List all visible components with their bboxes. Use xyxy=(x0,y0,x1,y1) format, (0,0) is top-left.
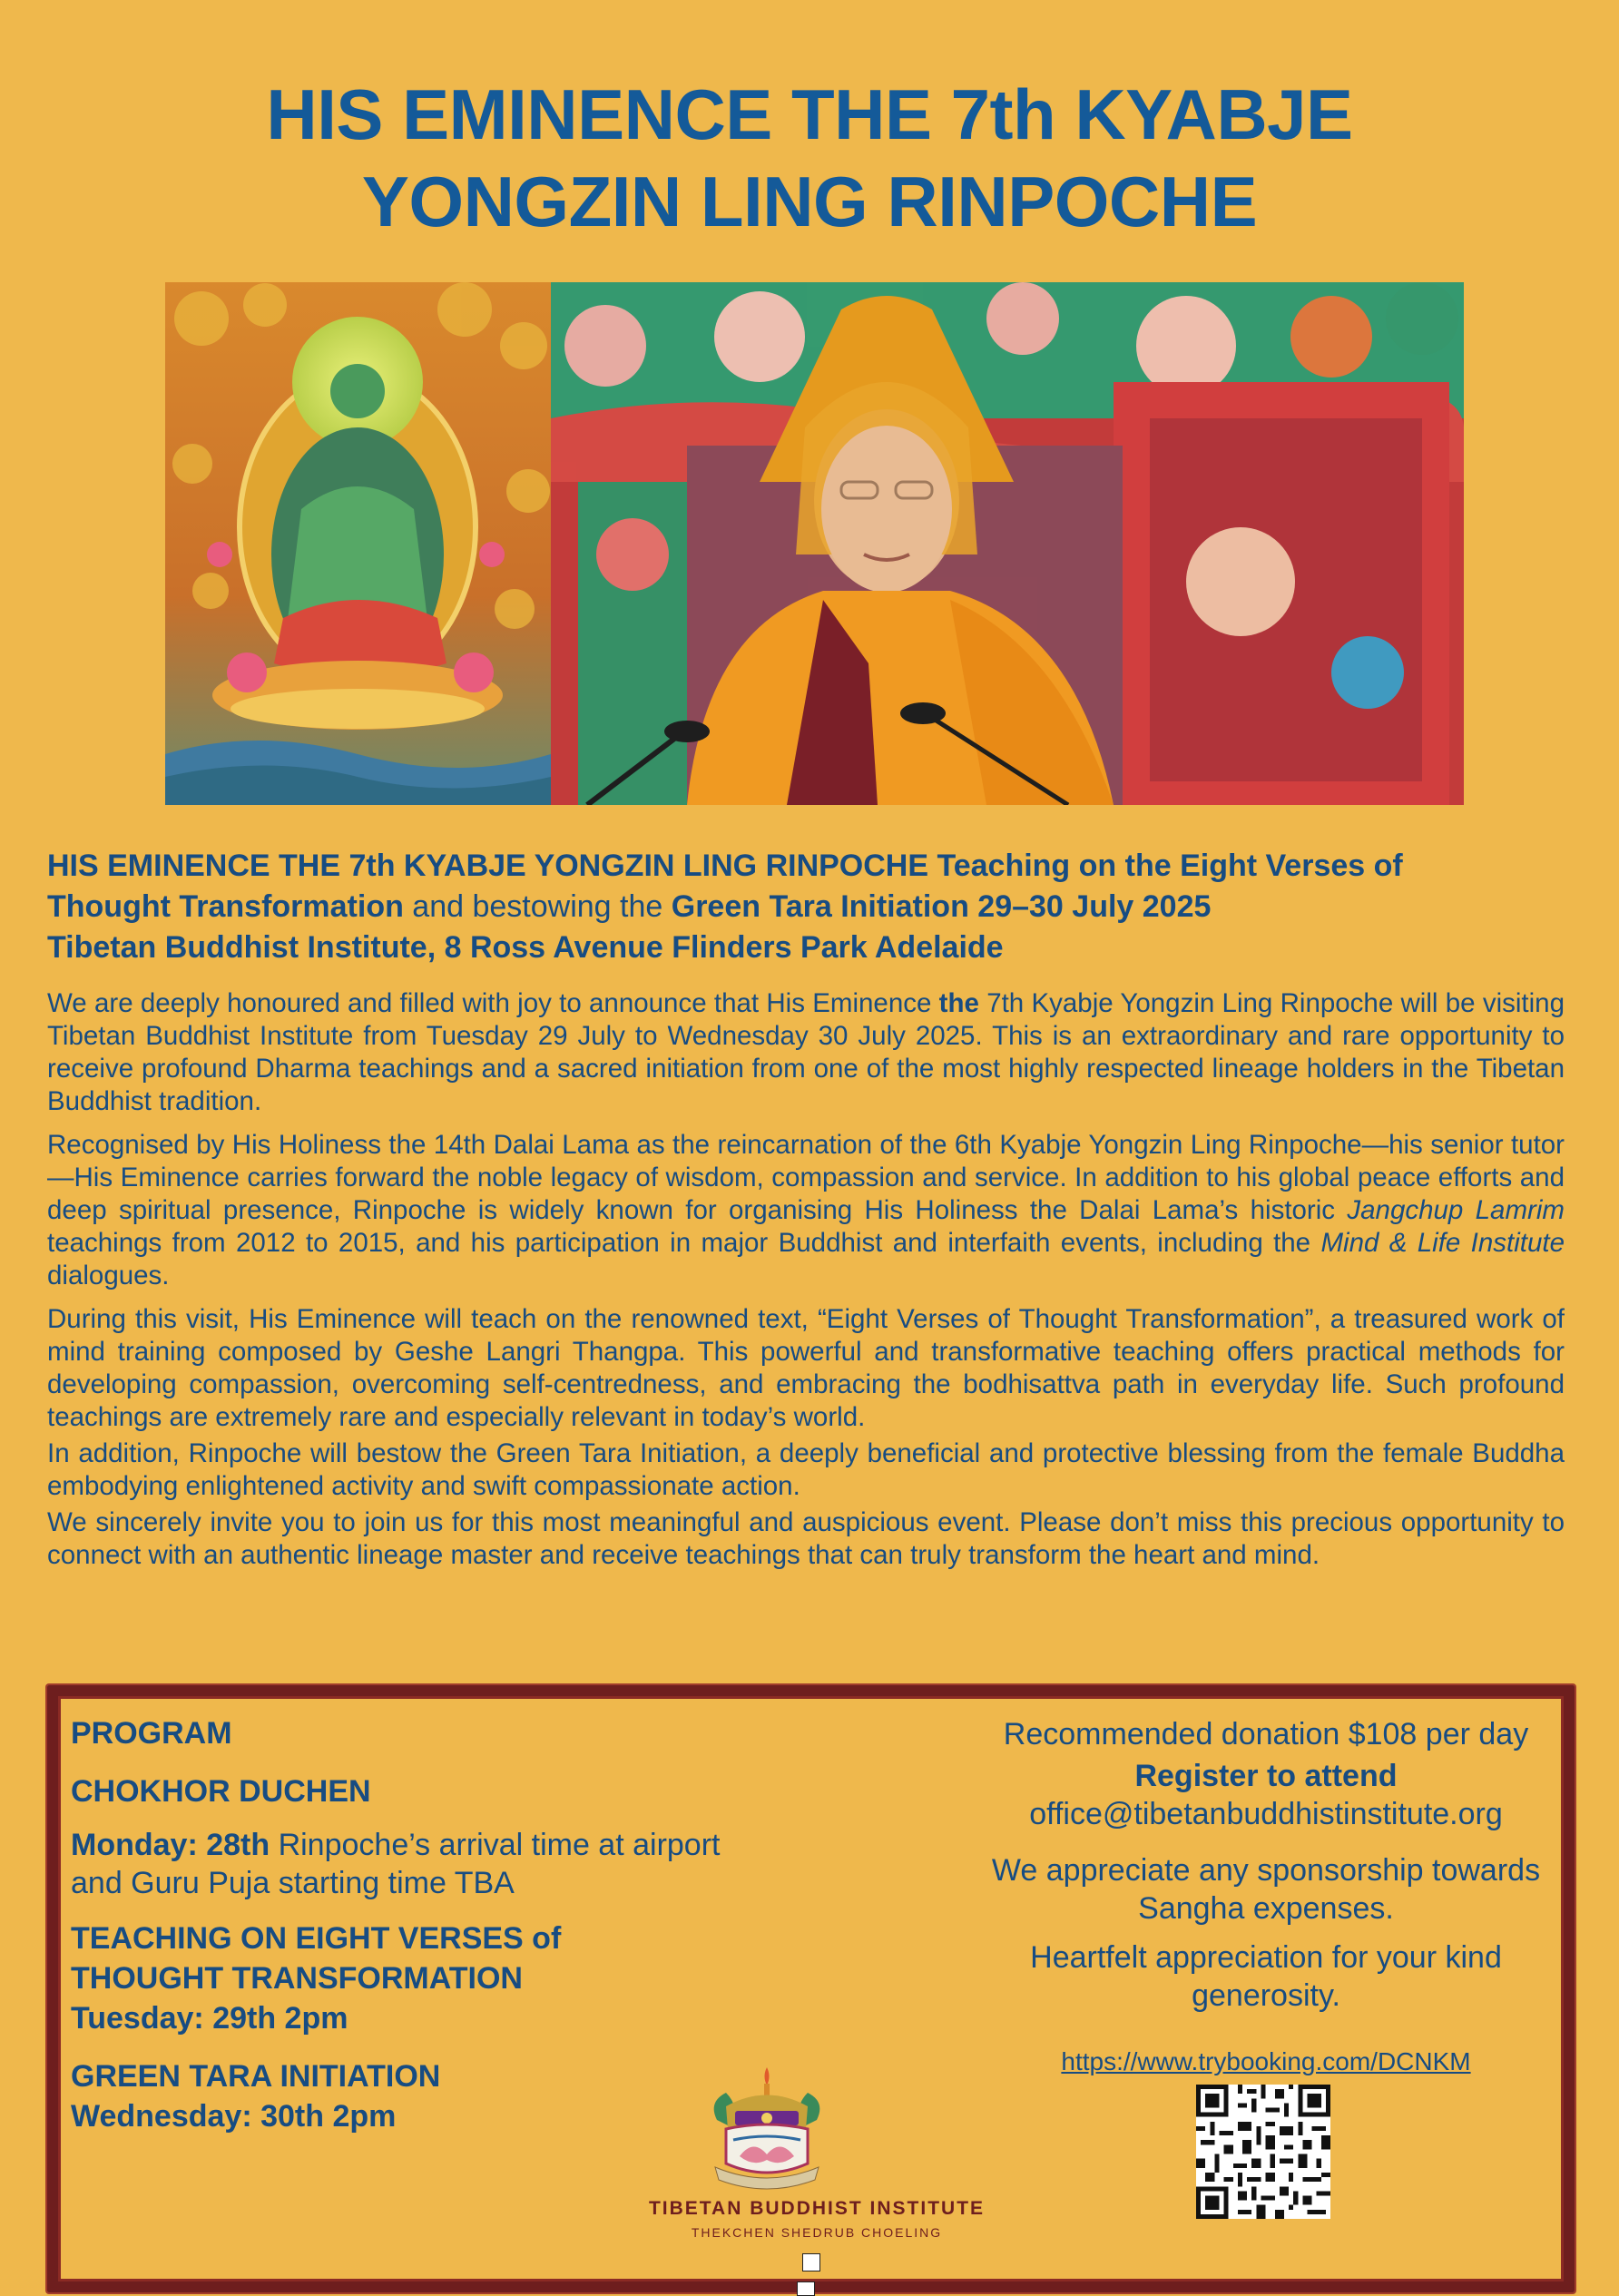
donation-text: Recommended donation $108 per day xyxy=(1003,1717,1529,1751)
program-event-chokhor-duchen: CHOKHOR DUCHEN xyxy=(71,1774,371,1809)
paragraph-1 xyxy=(47,987,1565,1118)
lead-line-2-plain: and bestowing the xyxy=(403,889,672,924)
program-teaching-line-1: TEACHING ON EIGHT VERSES of xyxy=(71,1921,562,1956)
p2-text-b: teachings from 2012 to 2015, and his participation in major Buddhist and interfaith events, including the xyxy=(47,1228,1321,1258)
p1-text-a: We are deeply honoured and filled with joy to announce that His Eminence xyxy=(47,988,939,1018)
program-heading: PROGRAM xyxy=(71,1716,232,1751)
program-monday xyxy=(71,1826,851,1864)
lead-line-3-venue: Tibetan Buddhist Institute, 8 Ross Avenue Flinders Park Adelaide xyxy=(47,930,1004,965)
paragraph-2 xyxy=(47,1129,1565,1292)
program-monday-cont: and Guru Puja starting time TBA xyxy=(71,1866,515,1900)
registration-info xyxy=(962,1715,1570,2015)
institute-logo-icon xyxy=(699,2065,835,2193)
thanks-line-1: Heartfelt appreciation for your kind xyxy=(1030,1940,1502,1975)
program-wednesday: Wednesday: 30th 2pm xyxy=(71,2099,397,2134)
paragraph-3: During this visit, His Eminence will teach on the renowned text, “Eight Verses of Thought Transformation”, a treasured work of mind training composed by Geshe Langri Thangpa. This powerful and transformative teaching offers practical methods for developing compassion, overcoming self-centredness, and embracing the bodhisattva path in everyday life. Such profound teachings are extremely rare and especially relevant in today’s world. xyxy=(47,1304,1565,1432)
p2-italic-b: Mind & Life Institute xyxy=(1320,1228,1565,1258)
announcement-body xyxy=(47,987,1565,1572)
title-line-2: YONGZIN LING RINPOCHE xyxy=(361,162,1258,241)
page-title xyxy=(0,71,1619,245)
thanks-line-2: generosity. xyxy=(1192,1978,1340,2013)
lead-line-2-bold-a: Thought Transformation xyxy=(47,889,404,924)
lead-line-2-bold-b: Green Tara Initiation 29–30 July 2025 xyxy=(671,889,1212,924)
institute-name: TIBETAN BUDDHIST INSTITUTE xyxy=(648,2198,986,2219)
program-green-tara: GREEN TARA INITIATION xyxy=(71,2059,441,2094)
title-line-1: HIS EMINENCE THE 7th KYABJE xyxy=(266,74,1353,154)
event-summary xyxy=(47,846,1572,968)
expand-icon[interactable] xyxy=(802,2253,820,2271)
trybooking-link[interactable]: https://www.trybooking.com/DCNKM xyxy=(1061,2047,1471,2075)
p1-text-b: 7th Kyabje Yongzin Ling Rinpoche will be visiting Tibetan Buddhist Institute from Tuesday 29 July to Wednesday 30 July 2025. This is an extraordinary and rare opportunity to receive profound Dharma teachings and a sacred initiation from one of the most highly respected lineage holders in the Tibetan Buddhist tradition. xyxy=(47,988,1565,1116)
p2-text-c: dialogues. xyxy=(47,1261,170,1290)
program-tuesday: Tuesday: 29th 2pm xyxy=(71,2001,348,2036)
sponsorship-line-2: Sangha expenses. xyxy=(1138,1891,1394,1926)
lead-line-1: HIS EMINENCE THE 7th KYABJE YONGZIN LING RINPOCHE Teaching on the Eight Verses of xyxy=(47,849,1403,883)
p1-bold: the xyxy=(938,988,979,1018)
monday-text-a: Rinpoche’s arrival time at airport xyxy=(270,1828,721,1862)
sponsorship-line-1: We appreciate any sponsorship towards xyxy=(991,1853,1541,1888)
paragraph-4: In addition, Rinpoche will bestow the Green Tara Initiation, a deeply beneficial and protective blessing from the female Buddha embodying enlightened activity and swift compassionate action. xyxy=(47,1438,1565,1501)
hero-image-banner xyxy=(165,282,1464,805)
green-tara-thangka-image xyxy=(165,282,551,805)
contact-email[interactable]: office@tibetanbuddhistinstitute.org xyxy=(1029,1797,1503,1831)
paragraph-5: We sincerely invite you to join us for this most meaningful and auspicious event. Please don’t miss this precious opportunity to connect with an authentic lineage master and receive teachings that can truly transform the heart and mind. xyxy=(47,1507,1565,1570)
register-heading: Register to attend xyxy=(1134,1759,1398,1793)
rinpoche-portrait-image xyxy=(551,282,1464,805)
institute-subtitle: THEKCHEN SHEDRUB CHOELING xyxy=(691,2225,943,2240)
qr-code-icon[interactable] xyxy=(1196,2085,1330,2219)
monday-label: Monday: 28th xyxy=(71,1828,270,1862)
p2-text-a: Recognised by His Holiness the 14th Dalai Lama as the reincarnation of the 6th Kyabje Yongzin Ling Rinpoche—his senior tutor—His Eminence carries forward the noble legacy of wisdom, compassion and service. In addition to his global peace efforts and deep spiritual presence, Rinpoche is widely known for organising His Holiness the Dalai Lama’s historic xyxy=(47,1130,1565,1225)
program-teaching-line-2: THOUGHT TRANSFORMATION xyxy=(71,1961,523,1996)
p2-italic-a: Jangchup Lamrim xyxy=(1347,1195,1565,1225)
